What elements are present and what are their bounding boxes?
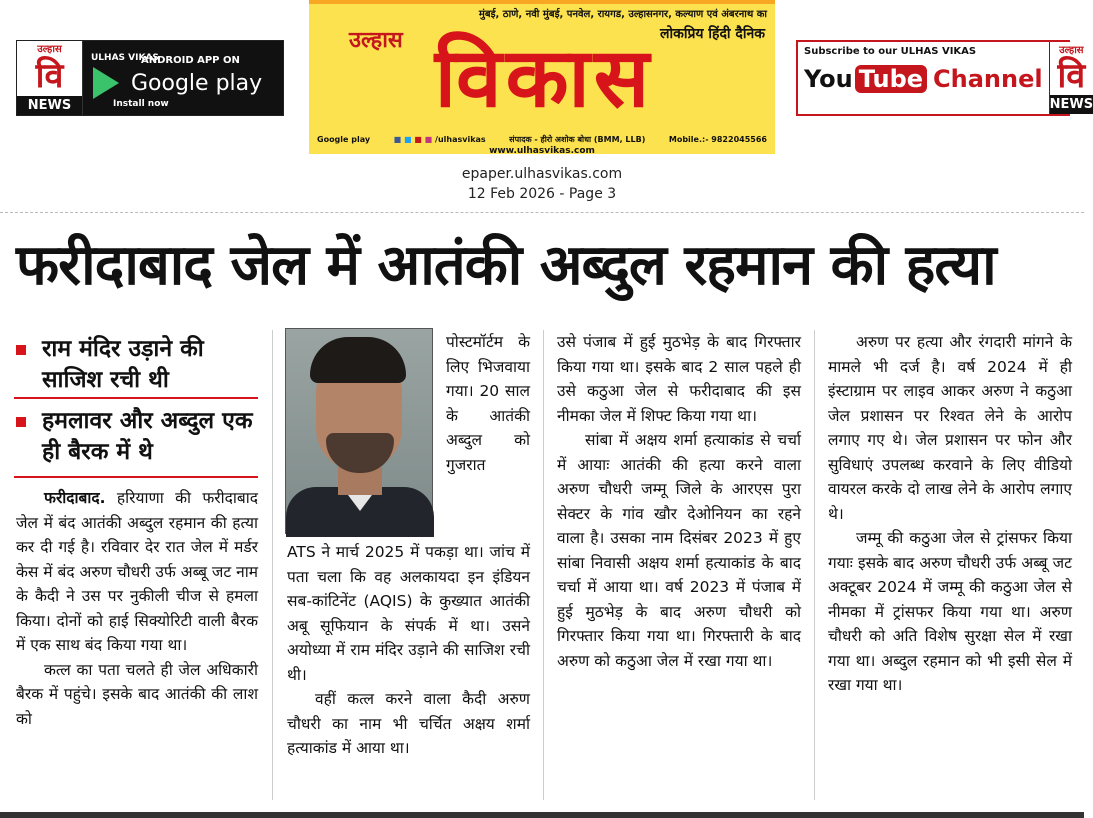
social-icons [394,135,486,144]
android-app-label: ANDROID APP ON [141,55,240,66]
paragraph [16,486,258,658]
youtube-icon: ■ [414,134,422,144]
paragraph: कत्ल का पता चलते ही जेल अधिकारी बैरक में पहुंचे। इसके बाद आतंकी की लाश को [16,660,258,728]
youtube-you: You [804,65,853,93]
install-now-label: Install now [113,99,169,109]
column-rule [814,330,815,800]
youtube-tube: Tube [855,65,927,93]
column-rule [543,330,544,800]
google-play-promo[interactable] [16,40,284,116]
logo-big-text: वि [35,55,64,96]
paragraph-text: हरियाणा की फरीदाबाद जेल में बंद आतंकी अब्दुल रहमान की हत्या कर दी गई है। रविवार देर रात जेल में मर्डर केस में बंद अरुण चौधरी उर्फ अब्बू जट नाम के कैदी ने उस पर नुकीली चीज से हमला किया। दोनों को हाई सिक्योरिटी वाली बैरक में एक साथ बंद किया गया था। [16,489,259,654]
article-column-2 [287,540,530,761]
facebook-icon: ■ [393,134,402,144]
epaper-site[interactable]: epaper.ulhasvikas.com [461,166,623,182]
edition-date-page: 12 Feb 2026 - Page 3 [467,186,617,202]
subhead-divider [14,476,258,478]
column-rule [272,330,273,800]
subhead-divider [14,397,258,399]
text-beside-photo: पोस्टमॉर्टम के लिए भिजवाया गया। 20 साल के आतंकी अब्दुल को गुजरात [446,333,530,474]
google-play-badge: Google play [317,134,371,144]
logo-small-text: उल्हास [1059,45,1084,56]
youtube-promo[interactable] [796,40,1093,116]
article-column-3 [557,330,801,673]
youtube-channel: Channel [933,65,1043,93]
dateline: फरीदाबाद. [44,489,106,507]
logo-news-text: NEWS [17,96,82,115]
article-headline: फरीदाबाद जेल में आतंकी अब्दुल रहमान की हत्या [16,233,996,298]
paragraph: वहीं कत्ल करने वाला कैदी अरुण चौधरी का नाम भी चर्चित अक्षय शर्मा हत्याकांड में आया था। [287,690,530,757]
newspaper-masthead [309,0,775,154]
subhead-2 [16,406,260,468]
masthead-info-bar [309,132,775,146]
social-handle: /ulhasvikas [435,134,486,144]
paragraph: ATS ने मार्च 2025 में पकड़ा था। जांच में पता चला कि वह अलकायदा इन इंडियन सब-कांटिनेंट (AQIS) के कुख्यात आतंकी अबू सूफियान के संपर्क में था। उसने अयोध्या में राम मंदिर उड़ाने की साजिश रची थी। [287,543,530,684]
editor-credit: संपादक - हीरो अशोक बोधा (BMM, LLB) [509,134,646,144]
subhead-text: हमलावर और अब्दुल एक ही बैरक में थे [42,408,253,465]
subhead-1 [16,334,260,396]
paragraph: सांबा में अक्षय शर्मा हत्याकांड से चर्चा में आयाः आतंकी की हत्या करने वाला अरुण चौधरी जम्मू जिले के आरएस पुरा सेक्टर के गांव खौर देओनियन का रहने वाला है। उसका नाम दिसंबर 2023 में हुए सांबा निवासी अक्षय शर्मा हत्याकांड के बाद चर्चा में आया था। वर्ष 2023 में पंजाब में हुई मुठभेड़ के बाद अरुण चौधरी को गिरफ्तार किया गया था। गिरफ्तारी के बाद अरुण को कठुआ जेल में रखा गया था। [557,431,801,670]
logo-small-text: उल्हास [37,44,62,55]
masthead-ulhas: उल्हास [349,28,403,53]
ulhas-vikas-news-logo [17,41,83,115]
masthead-cities: मुंबई, ठाणे, नवी मुंबई, पनवेल, रायगड, उल्हासनगर, कल्याण एवं अंबरनाथ का [478,9,767,20]
subscribe-label: Subscribe to our ULHAS VIKAS [804,46,977,57]
ulhas-vikas-news-logo-right [1049,42,1093,114]
paragraph: जम्मू की कठुआ जेल से ट्रांसफर किया गयाः इसके बाद अरुण चौधरी उर्फ अब्बू जट अक्टूबर 2024 में जम्मू की कठुआ जेल से नीमका में ट्रांसफर किया गया था। अरुण चौधरी को अति विशेष सुरक्षा सेल में रखा गया था। अब्दुल रहमान को भी इसी सेल में रखा गया था। [828,529,1072,694]
paragraph: उसे पंजाब में हुई मुठभेड़ के बाद गिरफ्तार किया गया था। इसके बाद 2 साल पहले ही उसे कठुआ जेल से फरीदाबाद की इस नीमका जेल में शिफ्ट किया गया था। [557,333,801,425]
mobile-number: Mobile.:- 9822045566 [668,134,767,144]
google-play-icon [93,67,119,99]
article-column-1 [16,486,258,731]
article-column-4 [828,330,1072,698]
bottom-border [0,812,1084,818]
paragraph: अरुण पर हत्या और रंगदारी मांगने के मामले भी दर्ज है। वर्ष 2024 में ही इंस्टाग्राम पर लाइव आकर अरुण ने कठुआ जेल प्रशासन पर रिश्वत लेने के आरोप लगाए गए थे। जेल प्रशासन पर फोन और सुविधाएं उपलब्ध करवाने के लिए वीडियो वायरल करके दो लाख लेने के आरोप लगाए थे। [828,333,1072,523]
masthead-title: विकास [434,31,654,126]
logo-news-text: NEWS [1049,97,1093,112]
logo-big-text: वि [1057,55,1086,96]
bullet-square-icon [16,345,26,355]
page-divider [0,212,1084,213]
promo-brand: ULHAS VIKAS [91,53,159,63]
masthead-tagline: लोकप्रिय हिंदी दैनिक [659,26,765,42]
instagram-icon: ■ [424,134,433,144]
twitter-icon: ■ [403,134,412,144]
accused-photo [285,328,433,534]
google-play-label: Google play [131,71,263,96]
bullet-square-icon [16,417,26,427]
subhead-text: राम मंदिर उड़ाने की साजिश रची थी [42,336,204,393]
masthead-website[interactable]: www.ulhasvikas.com [489,146,595,156]
